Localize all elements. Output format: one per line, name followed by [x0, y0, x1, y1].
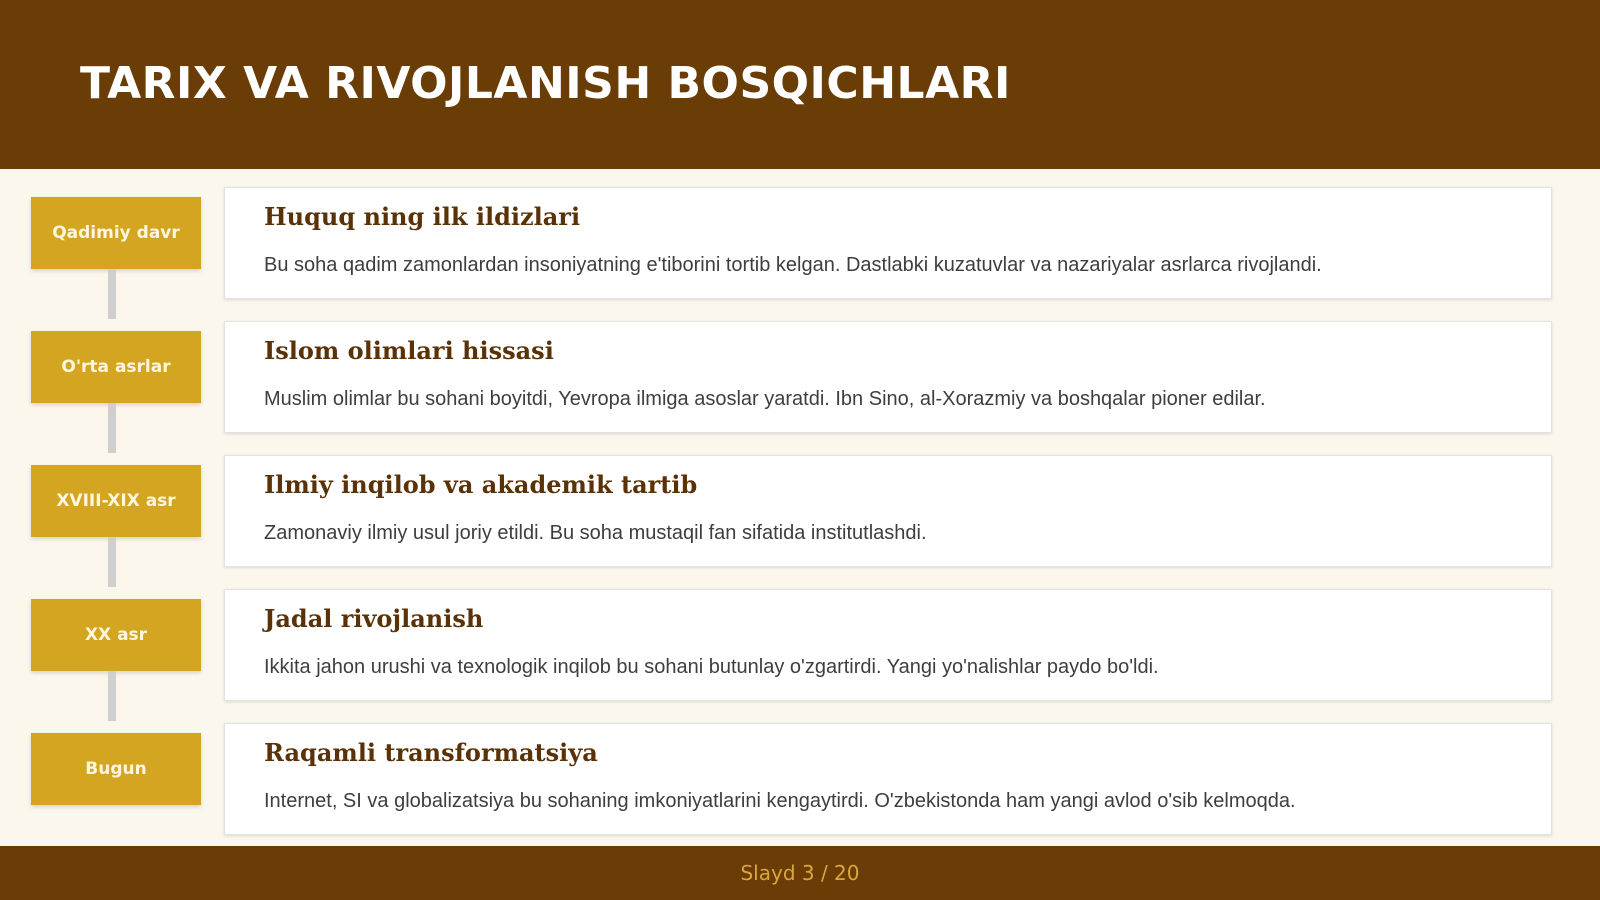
card-title: Ilmiy inqilob va akademik tartib: [264, 470, 698, 499]
timeline-card: [224, 455, 1552, 567]
timeline-card: [224, 321, 1552, 433]
timeline-row: [0, 589, 1600, 703]
timeline-connector: [108, 671, 116, 721]
timeline: [0, 169, 1600, 846]
card-title: Jadal rivojlanish: [264, 604, 484, 633]
era-label: XX asr: [84, 625, 148, 645]
era-badge: [31, 733, 201, 805]
era-badge: [31, 331, 201, 403]
era-badge: [31, 599, 201, 671]
timeline-connector: [108, 537, 116, 587]
card-text: Muslim olimlar bu sohani boyitdi, Yevropa ilmiga asoslar yaratdi. Ibn Sino, al-Xorazmiy va boshqalar pioner edilar.: [264, 388, 1266, 410]
timeline-row: [0, 187, 1600, 301]
era-badge: [31, 465, 201, 537]
timeline-connector: [108, 269, 116, 319]
card-text: Bu soha qadim zamonlardan insoniyatning e'tiborini tortib kelgan. Dastlabki kuzatuvlar va nazariyalar asrlarca rivojlandi.: [264, 254, 1322, 276]
timeline-connector: [108, 403, 116, 453]
era-label: Qadimiy davr: [52, 223, 180, 243]
timeline-row: [0, 723, 1600, 837]
era-label: O'rta asrlar: [61, 357, 171, 377]
era-badge: [31, 197, 201, 269]
card-title: Islom olimlari hissasi: [264, 336, 554, 365]
slide-footer: [0, 846, 1600, 900]
card-title: Huquq ning ilk ildizlari: [264, 202, 581, 231]
timeline-card: [224, 723, 1552, 835]
timeline-row: [0, 321, 1600, 435]
era-label: Bugun: [85, 759, 147, 779]
card-title: Raqamli transformatsiya: [264, 738, 598, 767]
era-label: XVIII-XIX asr: [56, 491, 176, 511]
card-text: Ikkita jahon urushi va texnologik inqilob bu sohani butunlay o'zgartirdi. Yangi yo'nalishlar paydo bo'ldi.: [264, 656, 1159, 678]
slide-header: [0, 0, 1600, 169]
card-text: Zamonaviy ilmiy usul joriy etildi. Bu soha mustaqil fan sifatida institutlashdi.: [264, 522, 927, 544]
timeline-card: [224, 187, 1552, 299]
timeline-row: [0, 455, 1600, 569]
timeline-card: [224, 589, 1552, 701]
slide-counter: Slayd 3 / 20: [740, 861, 860, 885]
page-title: TARIX VA RIVOJLANISH BOSQICHLARI: [80, 58, 1011, 109]
card-text: Internet, SI va globalizatsiya bu sohaning imkoniyatlarini kengaytirdi. O'zbekistonda ham yangi avlod o'sib kelmoqda.: [264, 790, 1296, 812]
